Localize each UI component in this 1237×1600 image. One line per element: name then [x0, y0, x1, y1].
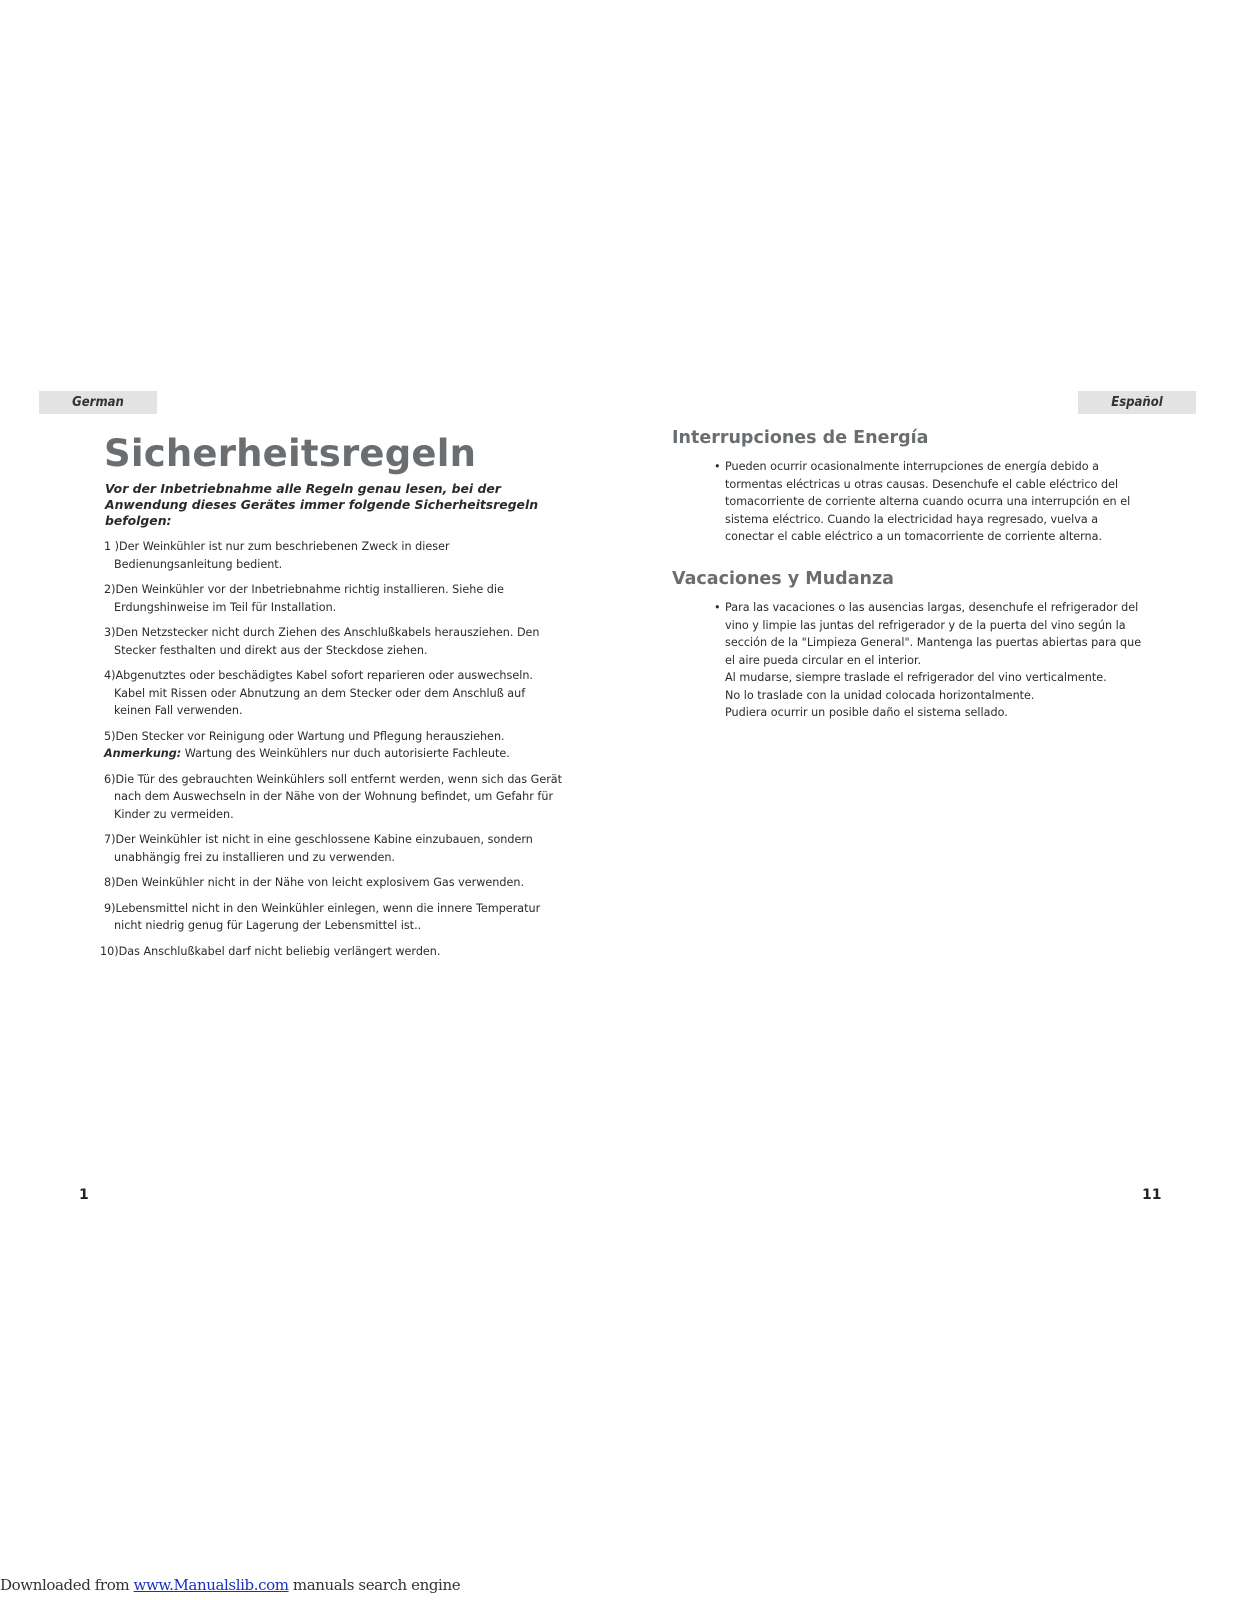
page-number-left: 1: [79, 1187, 89, 1203]
paragraph: Al mudarse, siempre traslade el refrigerador del vino verticalmente.: [725, 671, 1107, 684]
bullet-icon: •: [714, 601, 721, 614]
rule-item-10: 10)Das Anschlußkabel darf nicht beliebig verlängert werden.: [100, 944, 441, 958]
section-title-power-interruptions: Interrupciones de Energía: [672, 428, 929, 448]
bullet-icon: •: [714, 460, 721, 473]
rule-item-2: 2)Den Weinkühler vor der Inbetriebnahme richtig installieren. Siehe die Erdungshinweise im Teil für Installation.: [104, 583, 504, 614]
paragraph: Para las vacaciones o las ausencias largas, desenchufe el refrigerador del vino y limpie las juntas del refrigerador y de la puerta del vino según la sección de la "Limpieza General". Mantenga las puertas abiertas para que el aire pueda circular en el interior.: [725, 601, 1142, 667]
rule-item-5: 5)Den Stecker vor Reinigung oder Wartung und Pflegung herausziehen. Anmerkung: Wartung des Weinkühlers nur duch autorisierte Fachleute.: [104, 728, 564, 763]
rule-note: Anmerkung: Wartung des Weinkühlers nur duch autorisierte Fachleute.: [104, 747, 510, 760]
language-tab-german: German: [39, 391, 157, 414]
language-tab-spanish: Español: [1078, 391, 1196, 414]
rule-item-7: 7)Der Weinkühler ist nicht in eine geschlossene Kabine einzubauen, sondern unabhängig frei zu installieren und zu verwenden.: [104, 833, 533, 864]
page-number-right: 11: [1142, 1187, 1162, 1203]
paragraph: Pueden ocurrir ocasionalmente interrupciones de energía debido a tormentas eléctricas u otras causas. Desenchufe el cable eléctrico del tomacorriente de corriente alterna cuando ocurra una interrupción en el sistema eléctrico. Cuando la electricidad haya regresado, vuelva a conectar el cable eléctrico a un tomacorriente de corriente alterna.: [725, 460, 1131, 543]
rule-item-1: 1 )Der Weinkühler ist nur zum beschriebenen Zweck in dieser Bedienungsanleitung bedient.: [104, 540, 450, 571]
safety-rules-list: [100, 538, 564, 968]
intro-text: Vor der Inbetriebnahme alle Regeln genau lesen, bei der Anwendung dieses Gerätes immer folgende Sicherheitsregeln befolgen:: [105, 481, 539, 528]
paragraph: No lo traslade con la unidad colocada horizontalmente.: [725, 688, 1035, 702]
manualslib-link[interactable]: www.Manualslib.com: [133, 1576, 289, 1594]
paragraph: Pudiera ocurrir un posible daño el sistema sellado.: [725, 706, 1008, 719]
section-title-vacation-moving: Vacaciones y Mudanza: [672, 569, 894, 589]
rule-item-9: 9)Lebensmittel nicht in den Weinkühler einlegen, wenn die innere Temperatur nicht niedrig genug für Lagerung der Lebensmittel ist..: [104, 901, 541, 932]
footer-download-note: Downloaded from www.Manualslib.com manuals search engine: [0, 1576, 461, 1594]
rule-item-3: 3)Den Netzstecker nicht durch Ziehen des Anschlußkabels herausziehen. Den Stecker festhalten und direkt aus der Steckdose ziehen.: [104, 626, 540, 657]
section-body-vacation-moving: [714, 599, 1145, 722]
rule-item-8: 8)Den Weinkühler nicht in der Nähe von leicht explosivem Gas verwenden.: [104, 876, 525, 889]
section-body-power-interruptions: [714, 458, 1145, 546]
rule-item-4: 4)Abgenutztes oder beschädigtes Kabel sofort reparieren oder auswechseln. Kabel mit Rissen oder Abnutzung an dem Stecker oder dem Anschluß auf keinen Fall verwenden.: [104, 669, 533, 717]
page-title: Sicherheitsregeln: [104, 432, 477, 475]
rule-item-6: 6)Die Tür des gebrauchten Weinkühlers soll entfernt werden, wenn sich das Gerät nach dem Auswechseln in der Nähe von der Wohnung befindet, um Gefahr für Kinder zu vermeiden.: [104, 772, 563, 821]
